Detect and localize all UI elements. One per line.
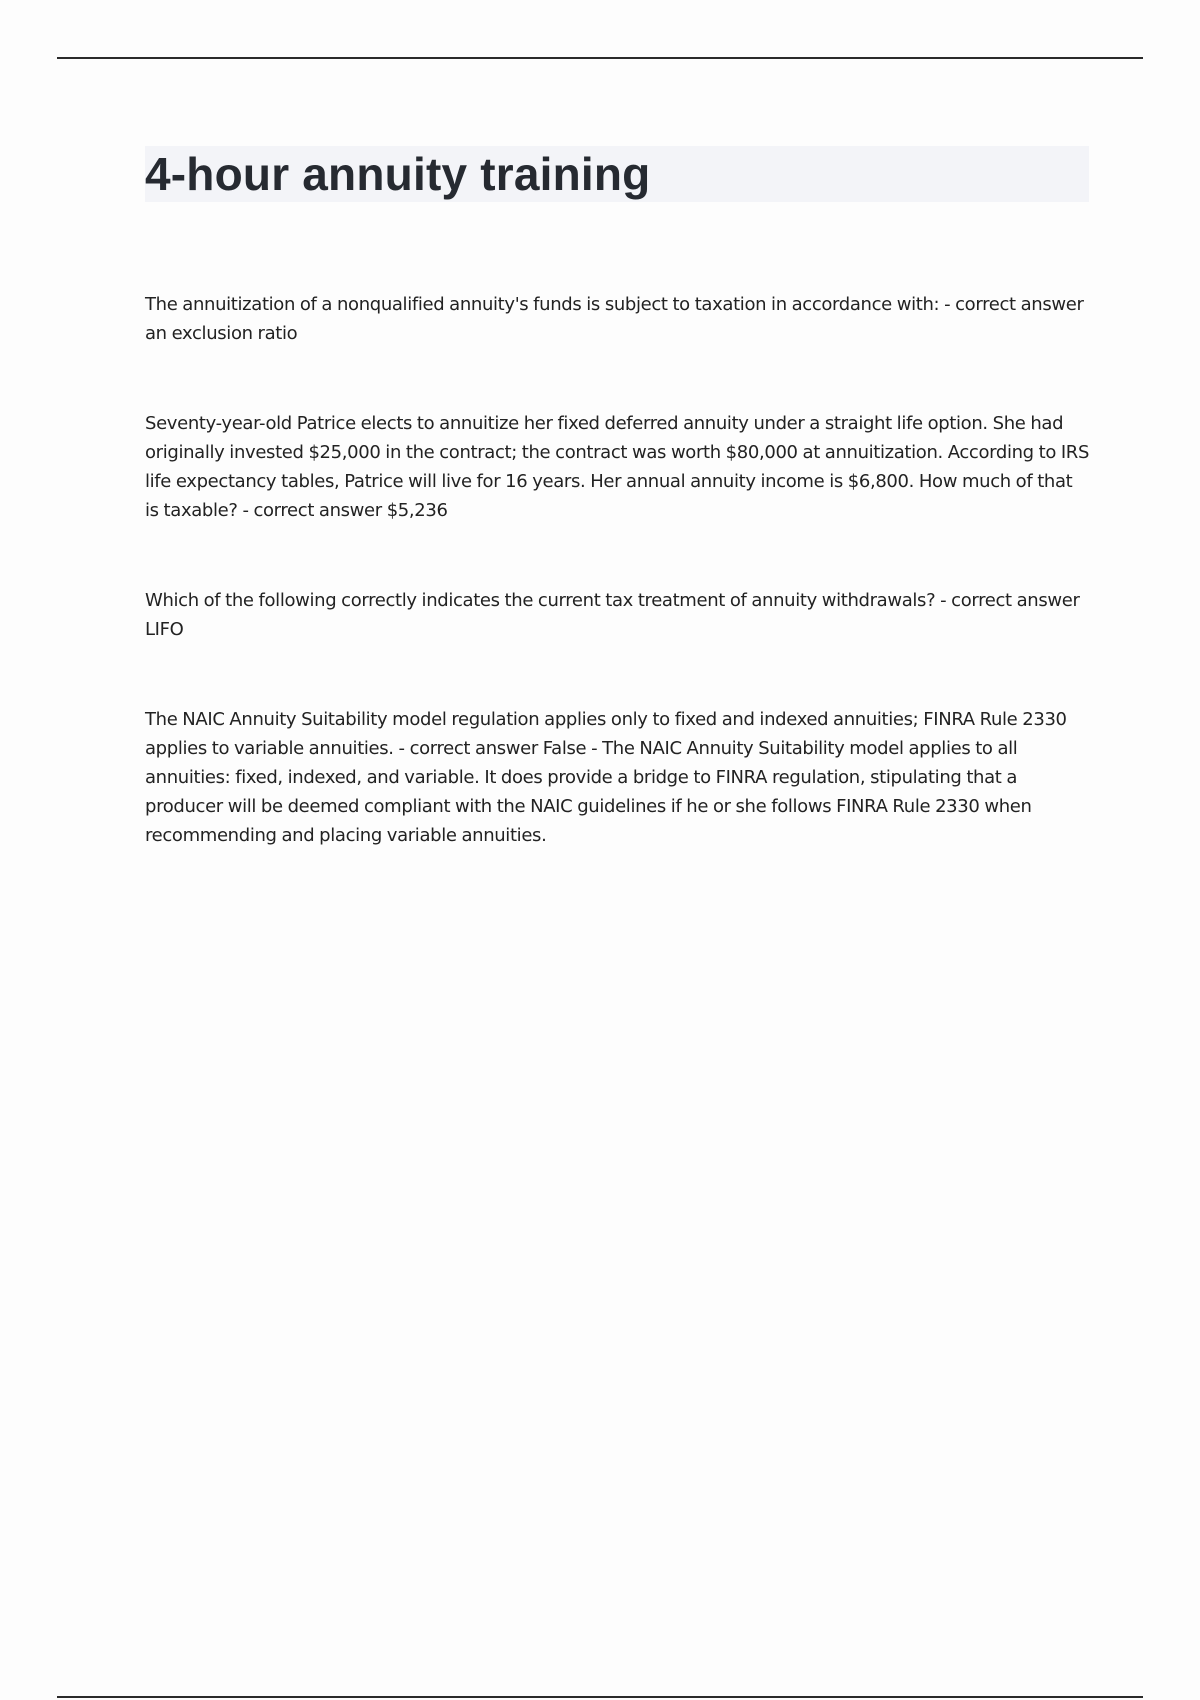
qa-item: Which of the following correctly indicates the current tax treatment of annuity withdrawals? - correct answer LIFO xyxy=(145,590,1080,640)
qa-item: The annuitization of a nonqualified annuity's funds is subject to taxation in accordance with: - correct answer an exclusion ratio xyxy=(145,294,1084,344)
bottom-divider xyxy=(57,1696,1143,1698)
top-divider xyxy=(57,57,1143,59)
qa-item: Seventy-year-old Patrice elects to annuitize her fixed deferred annuity under a straight life option. She had originally invested $25,000 in the contract; the contract was worth $80,000 at annuitization. According to IRS life expectancy tables, Patrice will live for 16 years. Her annual annuity income is $6,800. How much of that is taxable? - correct answer $5,236 xyxy=(145,413,1090,521)
document-title: 4-hour annuity training xyxy=(145,148,651,200)
qa-item: The NAIC Annuity Suitability model regulation applies only to fixed and indexed annuities; FINRA Rule 2330 applies to variable annuities. - correct answer False - The NAIC Annuity Suitability model applies to all annuities: fixed, indexed, and variable. It does provide a bridge to FINRA regulation, stipulating that a producer will be deemed compliant with the NAIC guidelines if he or she follows FINRA Rule 2330 when recommending and placing variable annuities. xyxy=(145,709,1067,846)
qa-list xyxy=(145,290,1090,850)
